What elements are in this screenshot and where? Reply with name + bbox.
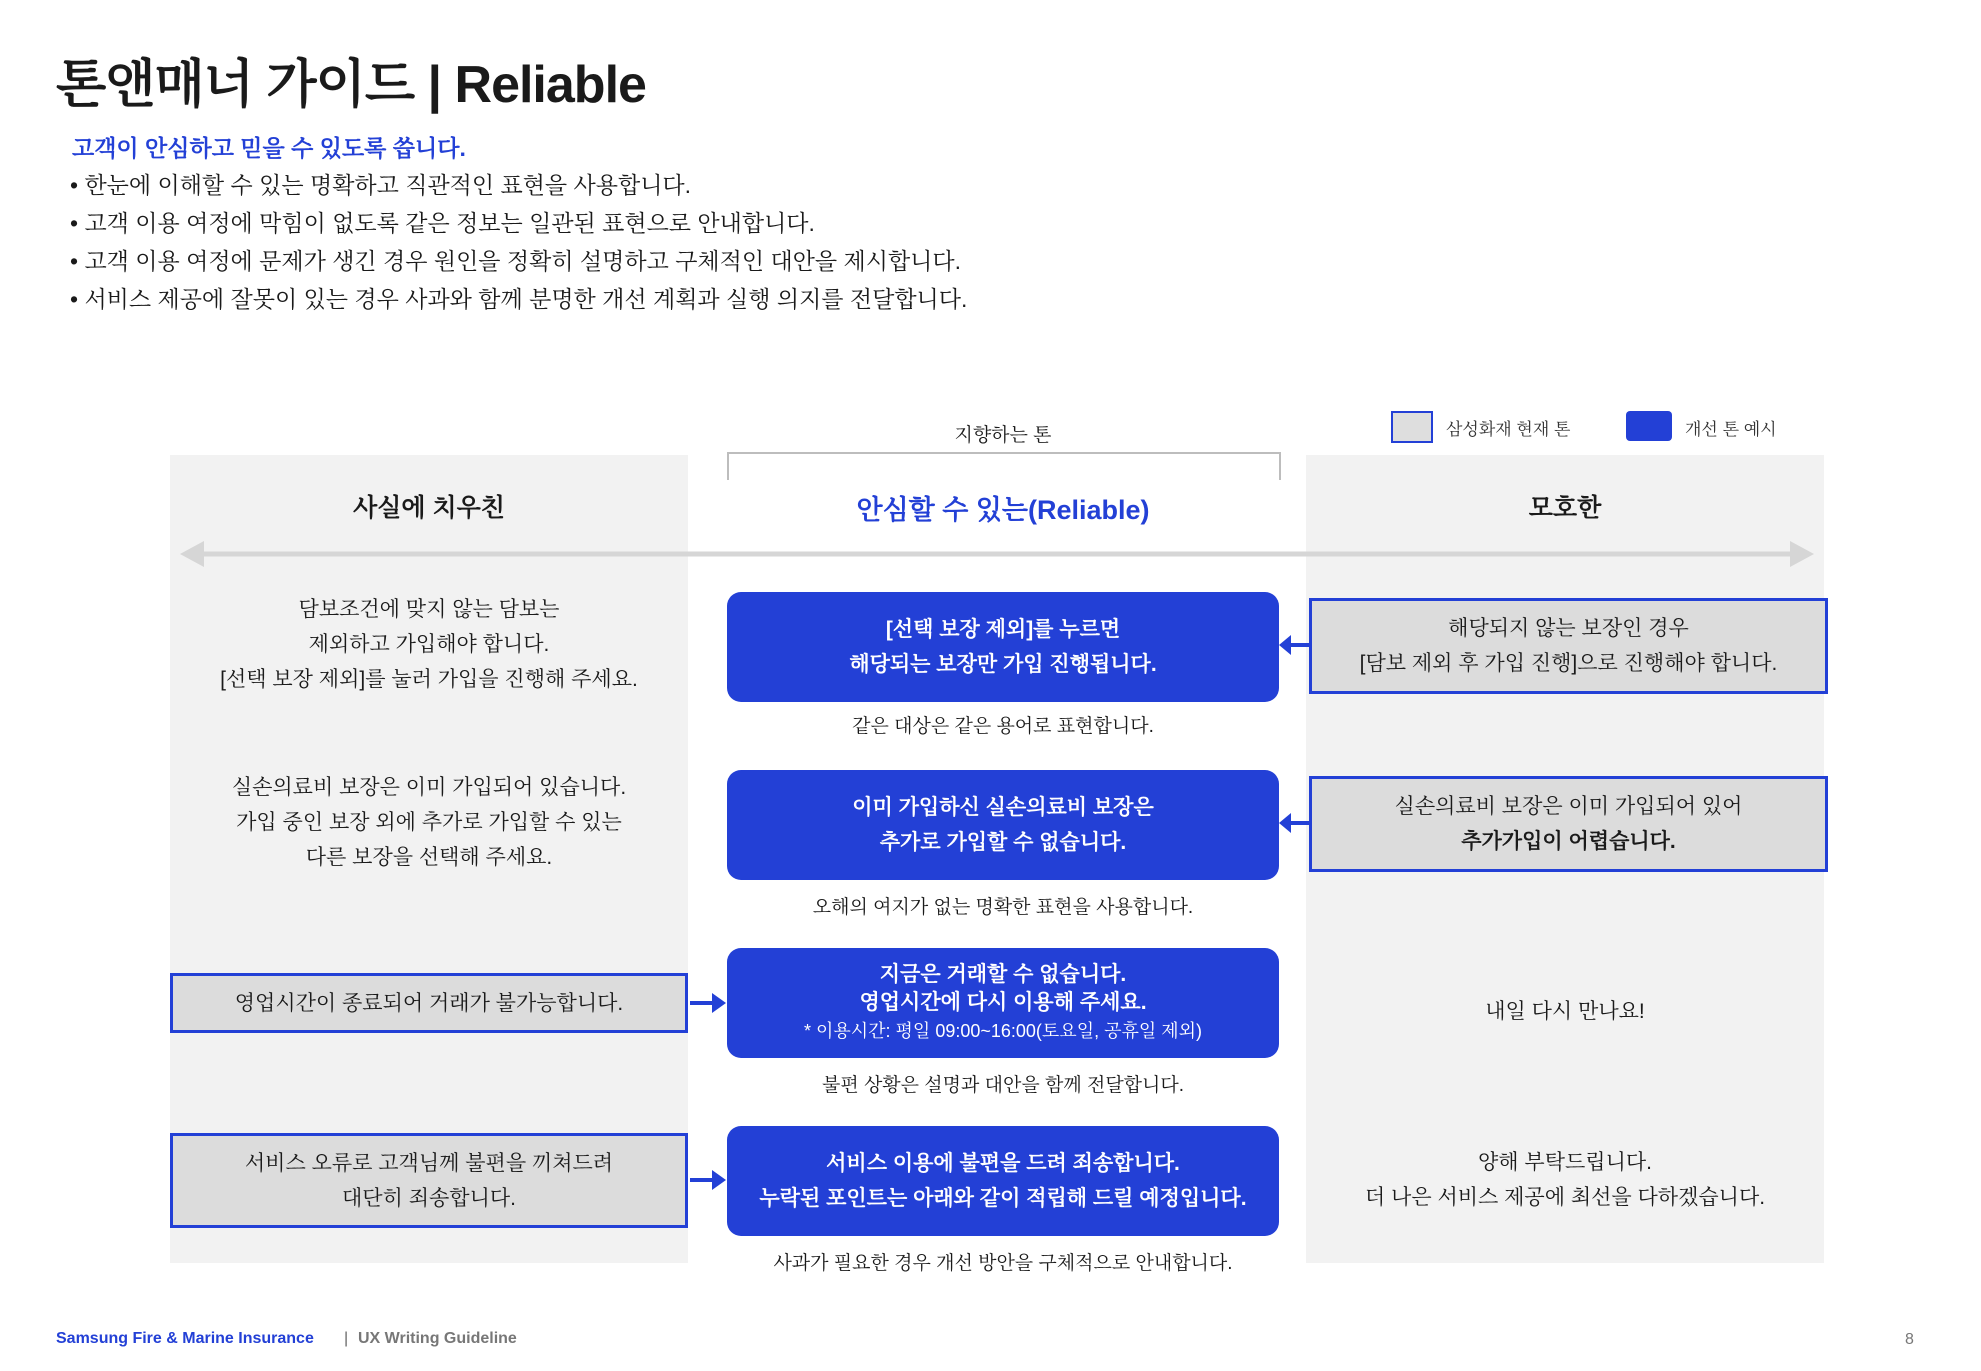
example-note: * 이용시간: 평일 09:00~16:00(토요일, 공휴일 제외) bbox=[803, 1021, 1203, 1041]
current-tone-example-2 bbox=[1309, 776, 1828, 872]
example-line: [선택 보장 제외]를 누르면 bbox=[885, 618, 1121, 641]
arrow-right-icon bbox=[690, 1170, 726, 1190]
page-number: 8 bbox=[1905, 1331, 1914, 1348]
legend-current-label: 삼성화재 현재 톤 bbox=[1446, 420, 1571, 439]
guideline-caption-3: 불편 상황은 설명과 대안을 함께 전달합니다. bbox=[821, 1075, 1185, 1096]
example-line: [선택 보장 제외]를 눌러 가입을 진행해 주세요. bbox=[220, 668, 638, 691]
example-line: 제외하고 가입해야 합니다. bbox=[308, 633, 550, 656]
reliable-example-1 bbox=[727, 592, 1279, 702]
column-heading-reliable: 안심할 수 있는(Reliable) bbox=[856, 495, 1150, 525]
column-heading-factual: 사실에 치우친 bbox=[353, 494, 505, 522]
example-line: 담보조건에 맞지 않는 담보는 bbox=[298, 598, 560, 621]
example-line: 실손의료비 보장은 이미 가입되어 있습니다. bbox=[231, 776, 627, 799]
principle-item: • 한눈에 이해할 수 있는 명확하고 직관적인 표현을 사용합니다. bbox=[70, 166, 967, 204]
arrow-left-icon bbox=[1279, 813, 1309, 833]
current-tone-example-1 bbox=[1309, 598, 1828, 694]
example-line: 해당되지 않는 보장인 경우 bbox=[1448, 617, 1689, 640]
page-subtitle: 고객이 안심하고 믿을 수 있도록 씁니다. bbox=[72, 135, 466, 161]
footer-guide-name: UX Writing Guideline bbox=[358, 1330, 517, 1347]
principle-item: • 고객 이용 여정에 문제가 생긴 경우 원인을 정확히 설명하고 구체적인 대안을 제시합니다. bbox=[70, 242, 967, 280]
legend-current-swatch bbox=[1391, 411, 1433, 443]
example-line: 실손의료비 보장은 이미 가입되어 있어 bbox=[1394, 795, 1743, 818]
example-line: [담보 제외 후 가입 진행]으로 진행해야 합니다. bbox=[1359, 652, 1778, 675]
example-line: 해당되는 보장만 가입 진행됩니다. bbox=[849, 653, 1157, 676]
example-line: 누락된 포인트는 아래와 같이 적립해 드릴 예정입니다. bbox=[759, 1187, 1247, 1210]
example-line: 대단히 죄송합니다. bbox=[342, 1186, 516, 1210]
guideline-caption-1: 같은 대상은 같은 용어로 표현합니다. bbox=[852, 716, 1154, 737]
factual-example-1 bbox=[170, 592, 688, 697]
principle-list bbox=[70, 166, 967, 318]
example-line: 서비스 오류로 고객님께 불편을 끼쳐드려 bbox=[244, 1151, 614, 1175]
aim-tone-bracket bbox=[727, 452, 1281, 480]
reliable-example-2 bbox=[727, 770, 1279, 880]
example-line: 가입 중인 보장 외에 추가로 가입할 수 있는 bbox=[236, 811, 622, 834]
principle-item: • 고객 이용 여정에 막힘이 없도록 같은 정보는 일관된 표현으로 안내합니다. bbox=[70, 204, 967, 242]
vague-example-4 bbox=[1306, 1145, 1824, 1215]
example-line: 다른 보장을 선택해 주세요. bbox=[305, 846, 553, 869]
legend-new-swatch bbox=[1626, 411, 1672, 441]
vague-example-3 bbox=[1306, 994, 1824, 1029]
current-tone-example-4 bbox=[170, 1133, 688, 1228]
guideline-caption-2: 오해의 여지가 없는 명확한 표현을 사용합니다. bbox=[812, 897, 1194, 918]
footer-separator: | bbox=[344, 1330, 349, 1347]
column-heading-vague: 모호한 bbox=[1528, 494, 1602, 522]
arrow-right-icon bbox=[690, 993, 726, 1013]
page-title: 톤앤매너 가이드 | Reliable bbox=[56, 56, 646, 114]
example-line: 서비스 이용에 불편을 드려 죄송합니다. bbox=[826, 1152, 1180, 1175]
example-line: 추가로 가입할 수 없습니다. bbox=[879, 831, 1127, 854]
example-line: 지금은 거래할 수 없습니다. bbox=[879, 963, 1127, 986]
principle-item: • 서비스 제공에 잘못이 있는 경우 사과와 함께 분명한 개선 계획과 실행 의지를 전달합니다. bbox=[70, 280, 967, 318]
guideline-caption-4: 사과가 필요한 경우 개선 방안을 구체적으로 안내합니다. bbox=[773, 1253, 1233, 1274]
example-line: 이미 가입하신 실손의료비 보장은 bbox=[852, 796, 1154, 819]
legend-new-label: 개선 톤 예시 bbox=[1685, 420, 1777, 439]
reliable-example-4 bbox=[727, 1126, 1279, 1236]
example-line: 영업시간에 다시 이용해 주세요. bbox=[859, 991, 1147, 1014]
factual-example-2 bbox=[170, 770, 688, 875]
example-line: 영업시간이 종료되어 거래가 불가능합니다. bbox=[234, 991, 624, 1015]
example-line: 내일 다시 만나요! bbox=[1485, 1000, 1645, 1023]
aim-tone-label: 지향하는 톤 bbox=[954, 425, 1052, 446]
reliable-example-3 bbox=[727, 948, 1279, 1058]
example-line: 추가가입이 어렵습니다. bbox=[1461, 830, 1676, 853]
example-line: 더 나은 서비스 제공에 최선을 다하겠습니다. bbox=[1364, 1186, 1766, 1209]
example-line: 양해 부탁드립니다. bbox=[1478, 1151, 1652, 1174]
current-tone-example-3 bbox=[170, 973, 688, 1033]
footer-brand: Samsung Fire & Marine Insurance bbox=[56, 1330, 314, 1347]
tone-scale-arrow bbox=[180, 536, 1814, 572]
arrow-left-icon bbox=[1279, 635, 1309, 655]
